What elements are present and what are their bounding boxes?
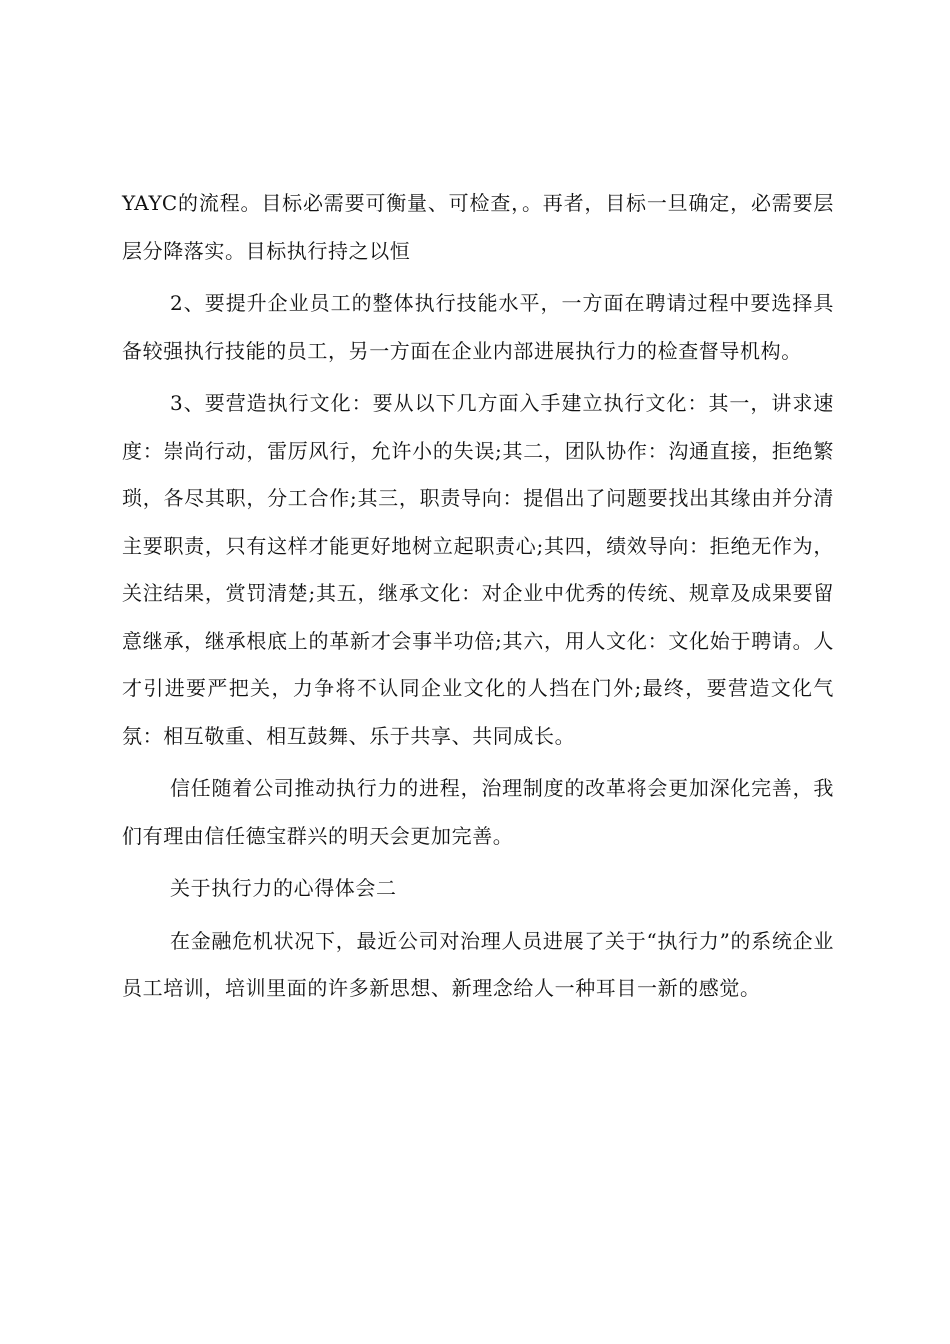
document-body xyxy=(122,180,834,1013)
paragraph-item-3: 3、要营造执行文化：要从以下几方面入手建立执行文化：其一，讲求速度：崇尚行动，雷厉风行，允许小的失误;其二，团队协作：沟通直接，拒绝繁琐，各尽其职，分工合作;其三，职责导向：提倡出了问题要找出其缘由并分清主要职责，只有这样才能更好地树立起职责心;其四，绩效导向：拒绝无作为，关注结果，赏罚清楚;其五，继承文化：对企业中优秀的传统、规章及成果要留意继承，继承根底上的革新才会事半功倍;其六，用人文化：文化始于聘请。人才引进要严把关，力争将不认同企业文化的人挡在门外;最终，要营造文化气氛：相互敬重、相互鼓舞、乐于共享、共同成长。 xyxy=(122,391,834,748)
paragraph-item-2: 2、要提升企业员工的整体执行技能水平，一方面在聘请过程中要选择具备较强执行技能的员工，另一方面在企业内部进展执行力的检查督导机构。 xyxy=(122,291,834,363)
paragraph-conclusion: 信任随着公司推动执行力的进程，治理制度的改革将会更加深化完善，我们有理由信任德宝群兴的明天会更加完善。 xyxy=(122,776,834,848)
paragraph-intro: 在金融危机状况下，最近公司对治理人员进展了关于“执行力”的系统企业员工培训，培训里面的许多新思想、新理念给人一种耳目一新的感觉。 xyxy=(122,928,834,1000)
section-heading: 关于执行力的心得体会二 xyxy=(170,876,397,900)
paragraph-continuation: YAYC的流程。目标必需要可衡量、可检查，。再者，目标一旦确定，必需要层层分降落实。目标执行持之以恒 xyxy=(122,191,834,263)
